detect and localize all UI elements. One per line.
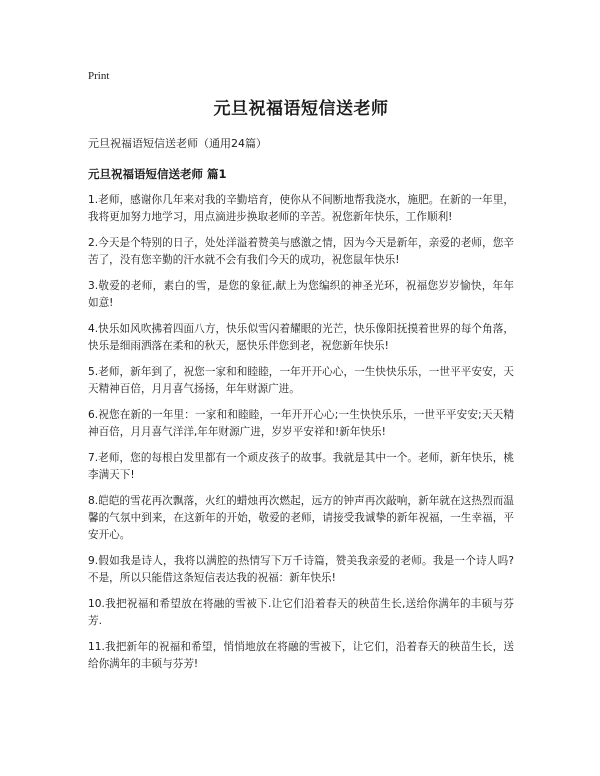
- paragraph-9: 9.假如我是诗人，我将以满腔的热情写下万千诗篇，赞美我亲爱的老师。我是一个诗人吗?不是，所以只能借这条短信表达我的祝福：新年快乐!: [88, 555, 514, 584]
- paragraph-11: 11.我把新年的祝福和希望，悄悄地放在将融的雪被下，让它们，沿着春天的秧苗生长，送给你满年的丰硕与芬芳!: [88, 641, 514, 670]
- paragraph-1: 1.老师，感谢你几年来对我的辛勤培育，使你从不间断地帮我浇水，施肥。在新的一年里，我将更加努力地学习，用点滴进步换取老师的辛苦。祝您新年快乐，工作顺利!: [88, 194, 514, 223]
- print-link[interactable]: Print: [88, 70, 110, 82]
- paragraph-5: 5.老师，新年到了，祝您一家和和睦睦，一年开开心心，一生快快乐乐，一世平平安安，天天精神百倍，月月喜气扬扬，年年财源广进。: [88, 366, 514, 395]
- document-page: [88, 68, 514, 682]
- paragraph-3: 3.敬爱的老师，素白的雪，是您的象征,献上为您编织的神圣光环，祝福您岁岁愉快，年年如意!: [88, 280, 514, 309]
- document-subtitle: 元旦祝福语短信送老师（通用24篇）: [88, 137, 267, 150]
- document-title: 元旦祝福语短信送老师: [213, 99, 389, 119]
- paragraph-10: 10.我把祝福和希望放在将融的雪被下.让它们沿着春天的秧苗生长,送给你满年的丰硕与芬芳.: [88, 598, 514, 627]
- paragraph-6: 6.祝您在新的一年里：一家和和睦睦，一年开开心心;一生快快乐乐，一世平平安安;天天精神百倍，月月喜气洋洋,年年财源广进，岁岁平安祥和!新年快乐!: [88, 409, 514, 438]
- paragraph-4: 4.快乐如风吹拂着四面八方，快乐似雪闪着耀眼的光芒，快乐像阳抚摸着世界的每个角落，快乐是细雨洒落在柔和的秋天，愿快乐伴您到老，祝您新年快乐!: [88, 323, 514, 352]
- section-heading: 元旦祝福语短信送老师 篇1: [88, 167, 227, 181]
- paragraph-8: 8.皑皑的雪花再次飘落，火红的蜡烛再次燃起，远方的钟声再次敲响，新年就在这热烈而温馨的气氛中到来，在这新年的开始，敬爱的老师，请接受我诚挚的新年祝福，一生幸福，平安开心。: [88, 495, 514, 541]
- paragraph-7: 7.老师，您的每根白发里都有一个顽皮孩子的故事。我就是其中一个。老师，新年快乐，桃李满天下!: [88, 452, 514, 481]
- paragraph-list: [88, 192, 514, 673]
- paragraph-2: 2.今天是个特别的日子，处处洋溢着赞美与感激之情，因为今天是新年，亲爱的老师，您辛苦了，没有您辛勤的汗水就不会有我们今天的成功，祝您鼠年快乐!: [88, 237, 514, 266]
